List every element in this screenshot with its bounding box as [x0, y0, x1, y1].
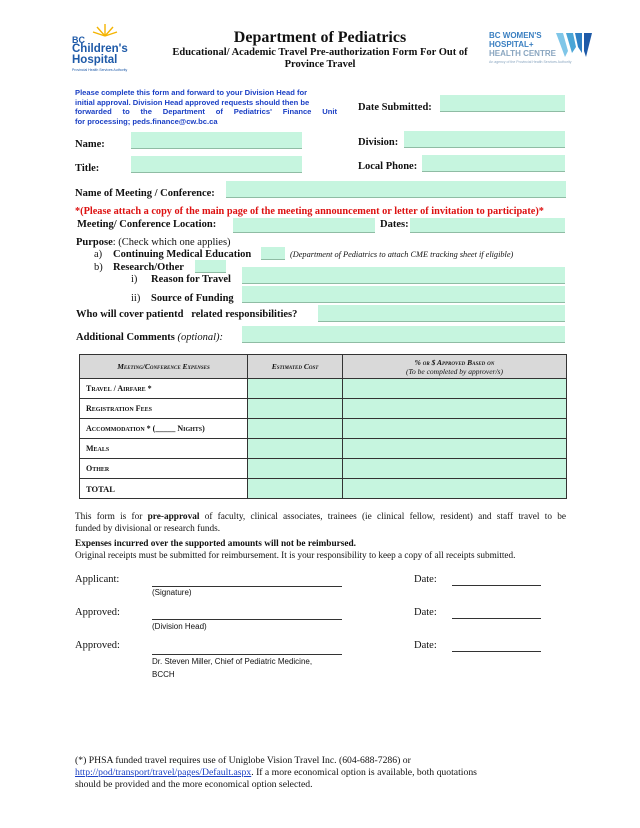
instructions-block [75, 88, 337, 126]
other-estimated-field[interactable] [248, 459, 343, 479]
footer-line1: (*) PHSA funded travel requires use of Uniglobe Vision Travel Inc. (604-688-7286) or [75, 755, 411, 766]
travel-policy-link[interactable]: http://pod/transport/travel/pages/Default.aspx [75, 767, 252, 778]
total-estimated-field[interactable] [248, 479, 343, 499]
row-label-total: TOTAL [80, 479, 248, 499]
instructions-line3: forwarded to the Department of Pediatrics' Finance Unit [75, 107, 337, 117]
division-field[interactable] [404, 131, 565, 148]
row-label-other: Other [80, 459, 248, 479]
research-checkbox[interactable] [195, 260, 226, 273]
table-row [80, 399, 567, 419]
name-label: Name: [75, 139, 105, 150]
accommodation-estimated-field[interactable] [248, 419, 343, 439]
other-approved-field[interactable] [343, 459, 567, 479]
approved-label-1: Approved: [75, 607, 120, 618]
table-row [80, 419, 567, 439]
date-submitted-field[interactable] [440, 95, 565, 112]
division-label: Division: [358, 137, 399, 148]
chief-date-line[interactable] [452, 651, 541, 652]
approved-label-2: Approved: [75, 640, 120, 651]
source-of-funding-field[interactable] [242, 286, 565, 303]
table-row [80, 479, 567, 499]
applicant-date-label: Date: [414, 574, 437, 585]
local-phone-label: Local Phone: [358, 161, 418, 172]
logo-childrens-text: Children's [72, 43, 128, 55]
title-field[interactable] [131, 156, 302, 173]
coverage-label: Who will cover patientd related responsibilities? [76, 309, 298, 320]
reason-for-travel-field[interactable] [242, 267, 565, 284]
expenses-warning: Expenses incurred over the supported amounts will not be reimbursed. [75, 539, 356, 549]
source-of-funding-label: Source of Funding [151, 293, 234, 304]
signature-caption: (Signature) [152, 588, 192, 597]
cme-checkbox[interactable] [261, 247, 285, 260]
conference-location-field[interactable] [233, 218, 375, 233]
row-label-meals: Meals [80, 439, 248, 459]
row-label-travel: Travel / Airfare * [80, 379, 248, 399]
page-subtitle-line1: Educational/ Academic Travel Pre-authorization Form For Out of [172, 47, 468, 58]
accommodation-approved-field[interactable] [343, 419, 567, 439]
purpose-heading [76, 237, 231, 248]
footer-line2 [75, 767, 477, 778]
purpose-hint: : (Check which one applies) [112, 237, 231, 248]
row-label-accommodation: Accommodation * (_____ Nights) [80, 419, 248, 439]
purpose-label: Purpose [76, 237, 113, 248]
chief-date-label: Date: [414, 640, 437, 651]
chief-caption-line2: BCCH [152, 670, 175, 679]
comments-field[interactable] [242, 326, 565, 343]
instructions-line4: for processing; peds.finance@cw.bc.ca [75, 116, 218, 126]
logo-bcw-line3: HEALTH CENTRE [489, 49, 556, 58]
instructions-line2: initial approval. Division Head approved requests should then be [75, 97, 310, 107]
applicant-signature-line[interactable] [152, 586, 342, 587]
row-label-registration: Registration Fees [80, 399, 248, 419]
instructions-line1: Please complete this form and forward to your Division Head for [75, 88, 308, 97]
comments-hint: (optional): [177, 332, 224, 343]
meeting-name-label: Name of Meeting / Conference: [75, 188, 215, 199]
logo-bc-text: BC [72, 35, 85, 45]
purpose-i-prefix: i) [131, 274, 138, 285]
expense-table-header [80, 355, 567, 379]
purpose-b-prefix: b) [94, 262, 103, 273]
meals-estimated-field[interactable] [248, 439, 343, 459]
division-head-date-line[interactable] [452, 618, 541, 619]
purpose-a-note: (Department of Pediatrics to attach CME tracking sheet if eligible) [290, 250, 514, 259]
registration-approved-field[interactable] [343, 399, 567, 419]
dates-field[interactable] [410, 218, 565, 233]
footer-line3: should be provided and the more economical option selected. [75, 779, 313, 790]
meals-approved-field[interactable] [343, 439, 567, 459]
table-row [80, 459, 567, 479]
division-head-date-label: Date: [414, 607, 437, 618]
conference-location-label: Meeting/ Conference Location: [77, 219, 217, 230]
travel-estimated-field[interactable] [248, 379, 343, 399]
division-head-signature-line[interactable] [152, 619, 342, 620]
approved-header-line1: % or $ Approved Based on [414, 357, 495, 367]
title-label: Title: [75, 163, 100, 174]
approved-header-line2: (To be completed by approver/s) [406, 366, 503, 376]
registration-estimated-field[interactable] [248, 399, 343, 419]
total-approved-field[interactable] [343, 479, 567, 499]
attach-note: *(Please attach a copy of the main page of the meeting announcement or letter of invitation to participate)* [75, 206, 544, 217]
purpose-ii-prefix: ii) [131, 293, 141, 304]
applicant-label: Applicant: [75, 574, 120, 585]
receipts-note: Original receipts must be submitted for reimbursement. It is your responsibility to keep a copy of all receipts submitted. [75, 550, 516, 560]
page-title: Department of Pediatrics [233, 29, 407, 46]
logo-bcw-line1: BC WOMEN'S [489, 31, 542, 40]
name-field[interactable] [131, 132, 302, 149]
chief-signature-line[interactable] [152, 654, 342, 655]
expense-table [79, 354, 567, 499]
preapproval-line2: funded by divisional or research funds. [75, 524, 221, 534]
chief-caption-line1: Dr. Steven Miller, Chief of Pediatric Medicine, [152, 657, 313, 666]
purpose-a-label: Continuing Medical Education [113, 249, 252, 260]
table-row [80, 379, 567, 399]
purpose-b-label: Research/Other [113, 262, 184, 273]
expenses-column-header: Meeting/Conference Expenses [80, 355, 248, 379]
meeting-name-field[interactable] [226, 181, 566, 198]
table-row [80, 439, 567, 459]
page-subtitle-line2: Province Travel [284, 59, 356, 70]
travel-approved-field[interactable] [343, 379, 567, 399]
logo-bcw-tagline: An agency of the Provincial Health Services Authority [489, 60, 572, 64]
comments-heading [76, 332, 223, 343]
applicant-date-line[interactable] [452, 585, 541, 586]
purpose-a-prefix: a) [94, 249, 103, 260]
approved-column-header [343, 355, 567, 379]
footer-line2-text: . If a more economical option is available, both quotations [251, 767, 477, 778]
reason-for-travel-label: Reason for Travel [151, 274, 231, 285]
logo-hospital-text: Hospital [72, 54, 118, 66]
dates-label: Dates: [380, 219, 409, 230]
logo-bcch-tagline: Provincial Health Services Authority [72, 68, 128, 72]
coverage-field[interactable] [318, 305, 565, 322]
date-submitted-label: Date Submitted: [358, 102, 432, 113]
estimated-cost-column-header: Estimated Cost [248, 355, 343, 379]
division-head-caption: (Division Head) [152, 622, 207, 631]
comments-label: Additional Comments [76, 332, 175, 343]
preapproval-paragraph [75, 511, 566, 535]
preapproval-line1: This form is for pre-approval of faculty, clinical associates, trainees (ie clinical fellow, resident) and staff travel to be [75, 512, 566, 522]
logo-bcw-line2: HOSPITAL+ [489, 40, 534, 49]
local-phone-field[interactable] [422, 155, 565, 172]
